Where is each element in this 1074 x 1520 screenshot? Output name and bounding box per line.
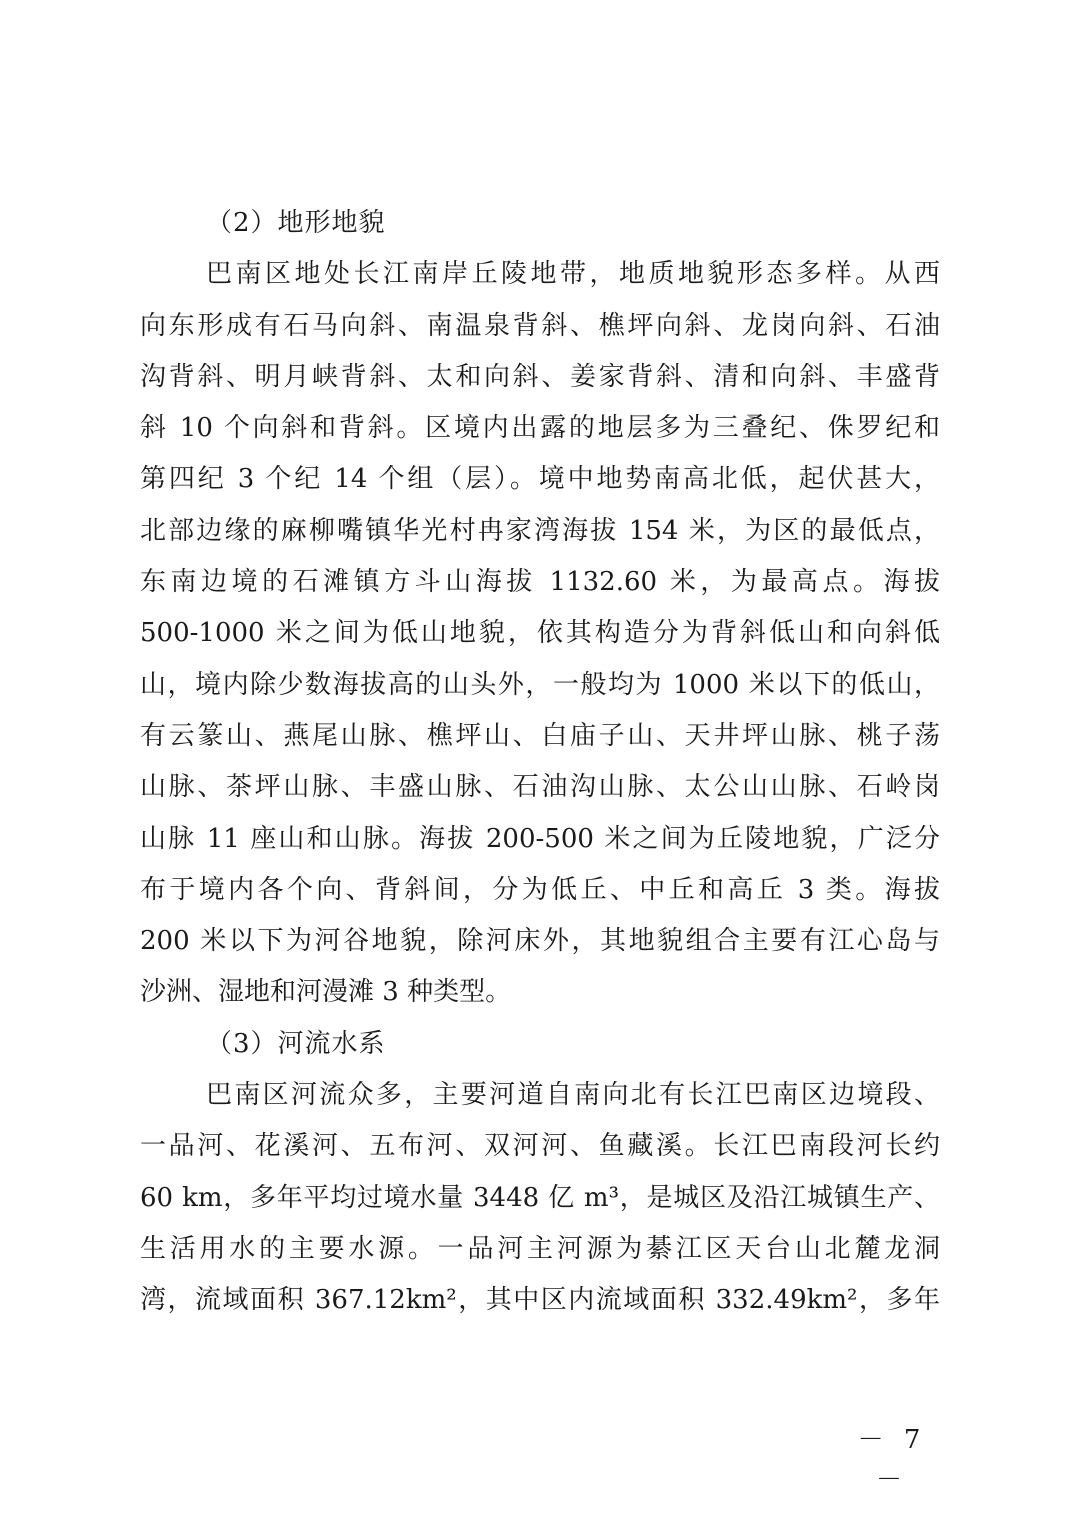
paragraph-line: 湾，流域面积 367.12km²，其中区内流域面积 332.49km²，多年 [140, 1285, 940, 1316]
paragraph-line: 向东形成有石马向斜、南温泉背斜、樵坪向斜、龙岗向斜、石油 [140, 310, 940, 341]
document-body [140, 198, 940, 1327]
paragraph-line: 有云篆山、燕尾山脉、樵坪山、白庙子山、天井坪山脉、桃子荡 [140, 720, 940, 751]
paragraph-line: 200 米以下为河谷地貌，除河床外，其地貌组合主要有江心岛与 [140, 926, 940, 957]
paragraph-line: 山，境内除少数海拔高的山头外，一般均为 1000 米以下的低山， [140, 669, 940, 700]
section-heading-rivers: （3）河流水系 [206, 1028, 386, 1059]
paragraph-line: 布于境内各个向、背斜间，分为低丘、中丘和高丘 3 类。海拔 [140, 874, 940, 905]
paragraph-line: 500-1000 米之间为低山地貌，依其构造分为背斜低山和向斜低 [140, 618, 940, 649]
paragraph-line: 东南边境的石滩镇方斗山海拔 1132.60 米，为最高点。海拔 [140, 567, 940, 598]
paragraph-line: 生活用水的主要水源。一品河主河源为綦江区天台山北麓龙洞 [140, 1233, 940, 1264]
paragraph-line: 北部边缘的麻柳嘴镇华光村冉家湾海拔 154 米，为区的最低点， [140, 515, 940, 546]
paragraph-line: 斜 10 个向斜和背斜。区境内出露的地层多为三叠纪、侏罗纪和 [140, 413, 940, 444]
section-heading-terrain: （2）地形地貌 [206, 208, 386, 238]
paragraph-line: 一品河、花溪河、五布河、双河河、鱼藏溪。长江巴南段河长约 [140, 1131, 940, 1162]
paragraph-line: 巴南区地处长江南岸丘陵地带，地质地貌形态多样。从西 [206, 259, 940, 290]
paragraph-line: 沟背斜、明月峡背斜、太和向斜、姜家背斜、清和向斜、丰盛背 [140, 361, 940, 392]
paragraph-line-last: 沙洲、湿地和河漫滩 3 种类型。 [140, 977, 512, 1008]
paragraph-line: 60 km，多年平均过境水量 3448 亿 m³，是城区及沿江城镇生产、 [140, 1182, 940, 1213]
paragraph-line: 山脉、茶坪山脉、丰盛山脉、石油沟山脉、太公山山脉、石岭岗 [140, 772, 940, 803]
paragraph-line: 第四纪 3 个纪 14 个组（层）。境中地势南高北低，起伏甚大， [140, 464, 940, 495]
page-number: － 7 － [857, 1425, 927, 1495]
paragraph-line: 巴南区河流众多，主要河道自南向北有长江巴南区边境段、 [206, 1080, 940, 1111]
paragraph-line: 山脉 11 座山和山脉。海拔 200-500 米之间为丘陵地貌，广泛分 [140, 823, 940, 854]
